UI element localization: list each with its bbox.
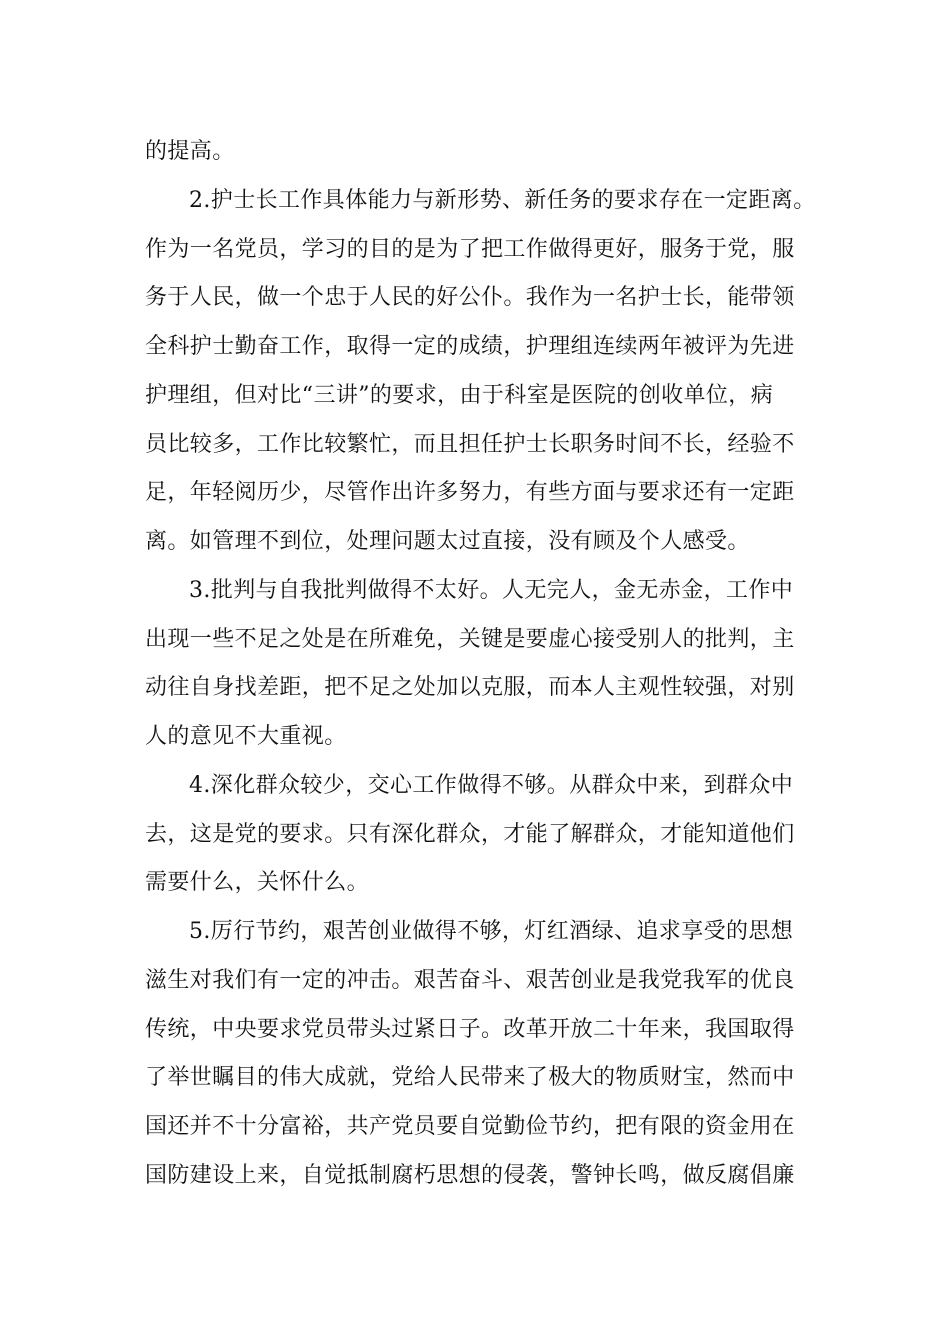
- paragraph-5-heading-line: 5.厉行节约，艰苦创业做得不够，灯红酒绿、追求享受的思想: [189, 919, 794, 944]
- text-line: 足，年轻阅历少，尽管作出许多努力，有些方面与要求还有一定距: [145, 480, 795, 506]
- text-line: 员比较多，工作比较繁忙，而且担任护士长职务时间不长，经验不: [145, 431, 795, 457]
- text-line: 需要什么，关怀什么。: [145, 870, 370, 896]
- text-line: 传统，中央要求党员带头过紧日子。改革开放二十年来，我国取得: [145, 1016, 795, 1042]
- text-line: 滋生对我们有一定的冲击。艰苦奋斗、艰苦创业是我党我军的优良: [145, 967, 795, 993]
- text-line: 的提高。: [145, 139, 235, 164]
- text-line: 国防建设上来，自觉抵制腐朽思想的侵袭，警钟长鸣，做反腐倡廉: [145, 1162, 795, 1188]
- text-line: 出现一些不足之处是在所难免，关键是要虚心接受别人的批判，主: [145, 626, 795, 652]
- text-line: 了举世瞩目的伟大成就，党给人民带来了极大的物质财宝，然而中: [145, 1065, 795, 1091]
- text-line: 人的意见不大重视。: [145, 724, 347, 749]
- paragraph-4-heading-line: 4.深化群众较少，交心工作做得不够。从群众中来，到群众中: [189, 772, 794, 798]
- text-line: 去，这是党的要求。只有深化群众，才能了解群众，才能知道他们: [145, 821, 795, 847]
- text-line: 动往自身找差距，把不足之处加以克服，而本人主观性较强，对别: [145, 675, 795, 701]
- text-line: 国还并不十分富裕，共产党员要自觉勤俭节约，把有限的资金用在: [145, 1114, 795, 1139]
- document-body: [145, 128, 815, 1201]
- text-line: 离。如管理不到位，处理问题太过直接，没有顾及个人感受。: [145, 529, 750, 554]
- text-line: 作为一名党员，学习的目的是为了把工作做得更好，服务于党，服: [145, 236, 795, 262]
- paragraph-2-heading-line: 2.护士长工作具体能力与新形势、新任务的要求存在一定距离。: [189, 187, 816, 213]
- text-line: 护理组，但对比“三讲”的要求，由于科室是医院的创收单位，病: [145, 382, 774, 408]
- paragraph-3-heading-line: 3.批判与自我批判做得不太好。人无完人，金无赤金，工作中: [189, 577, 794, 603]
- text-line: 务于人民，做一个忠于人民的好公仆。我作为一名护士长，能带领: [145, 285, 795, 311]
- text-line: 全科护士勤奋工作，取得一定的成绩，护理组连续两年被评为先进: [145, 334, 795, 359]
